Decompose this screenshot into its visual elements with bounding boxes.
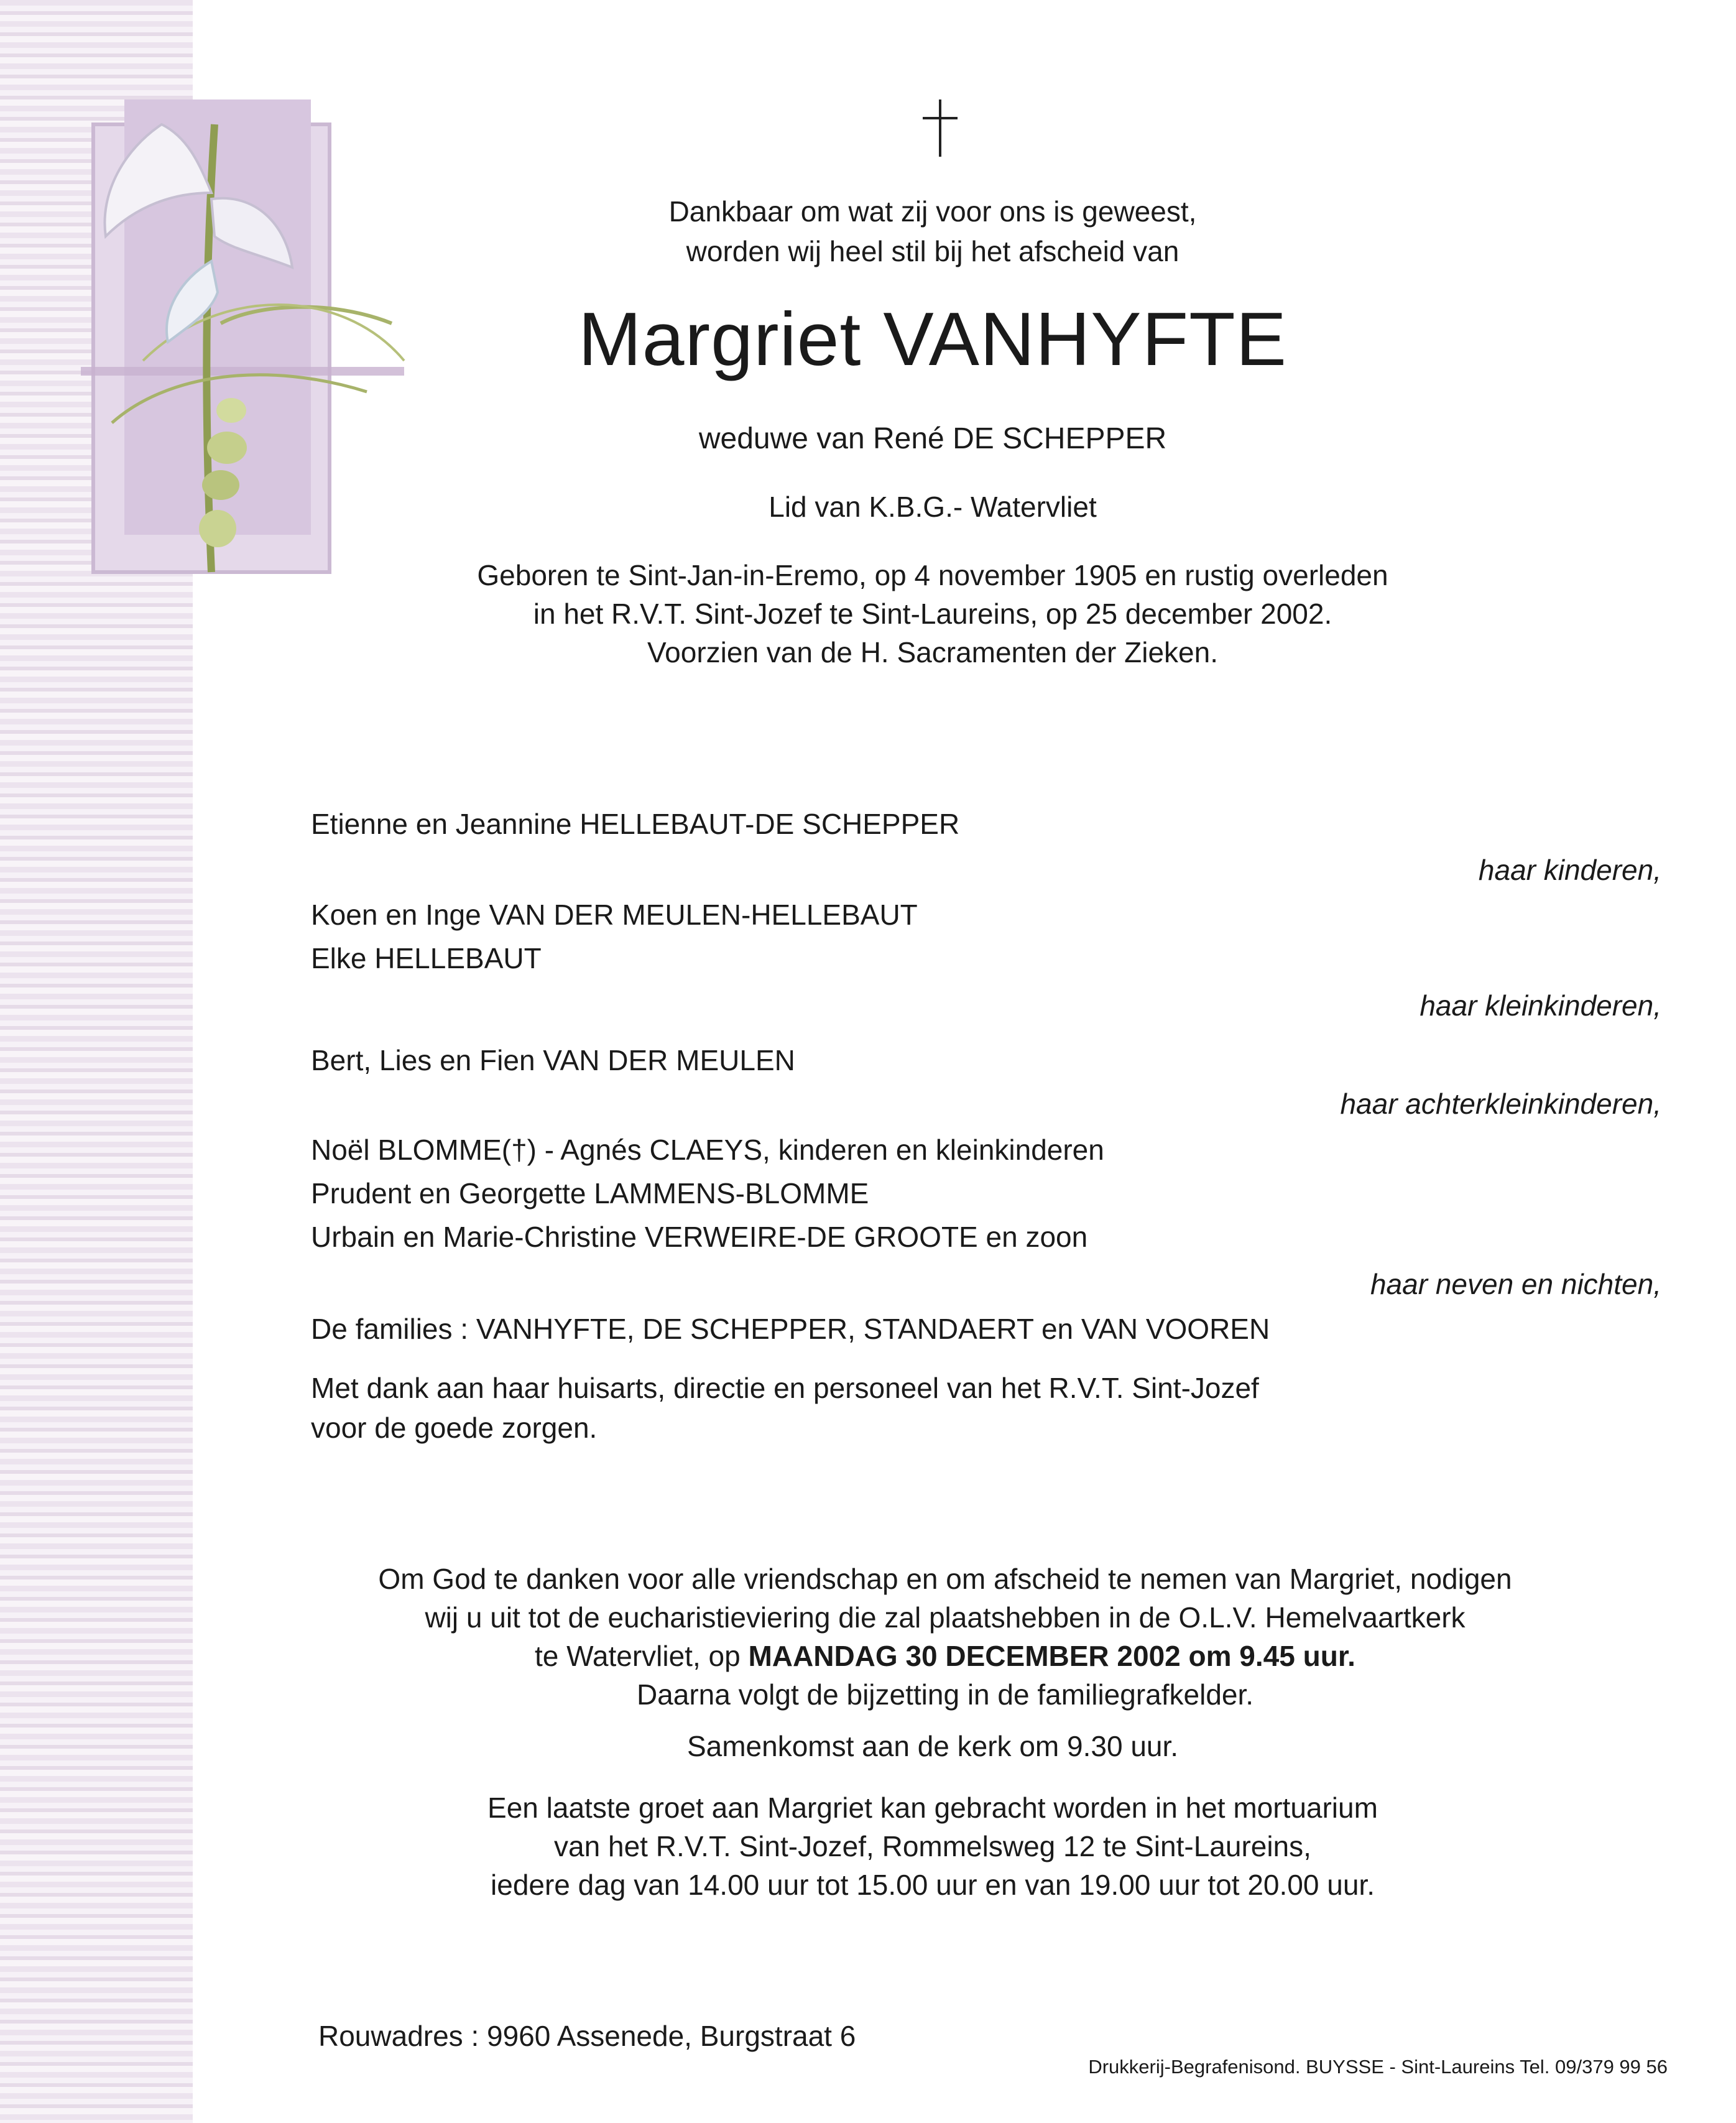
family-member: Prudent en Georgette LAMMENS-BLOMME	[311, 1177, 869, 1210]
deceased-name: Margriet VANHYFTE	[578, 297, 1288, 381]
ceremony-line: wij u uit tot de eucharistieviering die zal plaatshebben in de O.L.V. Hemelvaartkerk	[425, 1601, 1466, 1634]
visitation-line: iedere dag van 14.00 uur tot 15.00 uur en van 19.00 uur tot 20.00 uur.	[491, 1869, 1375, 1901]
ceremony-text	[286, 1560, 1604, 1714]
thanks-line: Met dank aan haar huisarts, directie en personeel van het R.V.T. Sint-Jozef	[311, 1372, 1259, 1404]
ceremony-date: MAANDAG 30 DECEMBER 2002 om 9.45 uur.	[748, 1640, 1355, 1672]
birth-line: Geboren te Sint-Jan-in-Eremo, op 4 november 1905 en rustig overleden	[477, 559, 1388, 591]
visitation-line: van het R.V.T. Sint-Jozef, Rommelsweg 12 te Sint-Laureins,	[554, 1830, 1311, 1862]
ceremony-line: Daarna volgt de bijzetting in de familiegrafkelder.	[636, 1678, 1254, 1711]
cross-icon	[939, 99, 941, 157]
families-line: De families : VANHYFTE, DE SCHEPPER, STANDAERT en VAN VOOREN	[311, 1313, 1270, 1345]
membership: Lid van K.B.G.- Watervliet	[769, 491, 1097, 523]
ceremony-prefix: te Watervliet, op	[535, 1640, 749, 1672]
birth-line: in het R.V.T. Sint-Jozef te Sint-Laureins, op 25 december 2002.	[533, 598, 1332, 630]
relation-label: haar kleinkinderen,	[1420, 989, 1661, 1022]
intro-text	[311, 192, 1554, 271]
thanks-text	[311, 1368, 1259, 1448]
family-member: Koen en Inge VAN DER MEULEN-HELLEBAUT	[311, 899, 918, 931]
ceremony-line: Om God te danken voor alle vriendschap en om afscheid te nemen van Margriet, nodigen	[378, 1563, 1512, 1595]
intro-line: Dankbaar om wat zij voor ons is geweest,	[668, 195, 1197, 228]
relation-label: haar neven en nichten,	[1370, 1268, 1661, 1300]
relation-label: haar achterkleinkinderen,	[1340, 1088, 1661, 1120]
thanks-line: voor de goede zorgen.	[311, 1412, 598, 1444]
printer-credit: Drukkerij-Begrafenisond. BUYSSE - Sint-Laureins Tel. 09/379 99 56	[1088, 2056, 1668, 2078]
family-member: Bert, Lies en Fien VAN DER MEULEN	[311, 1044, 795, 1076]
family-member: Elke HELLEBAUT	[311, 942, 542, 974]
visitation-line: Een laatste groet aan Margriet kan gebracht worden in het mortuarium	[487, 1792, 1378, 1824]
gathering-text: Samenkomst aan de kerk om 9.30 uur.	[686, 1730, 1179, 1762]
birth-line: Voorzien van de H. Sacramenten der Zieken.	[647, 636, 1218, 668]
widow-of: weduwe van René DE SCHEPPER	[698, 422, 1167, 455]
family-member: Etienne en Jeannine HELLEBAUT-DE SCHEPPER	[311, 808, 960, 840]
mourning-address: Rouwadres : 9960 Assenede, Burgstraat 6	[318, 2020, 856, 2052]
birth-death-info	[311, 556, 1554, 672]
relation-label: haar kinderen,	[1478, 854, 1661, 886]
intro-line: worden wij heel stil bij het afscheid van	[686, 235, 1180, 267]
family-member: Noël BLOMME(†) - Agnés CLAEYS, kinderen en kleinkinderen	[311, 1134, 1104, 1166]
ceremony-date-line	[286, 1637, 1604, 1675]
family-member: Urbain en Marie-Christine VERWEIRE-DE GROOTE en zoon	[311, 1221, 1088, 1253]
visitation-text	[311, 1788, 1554, 1904]
